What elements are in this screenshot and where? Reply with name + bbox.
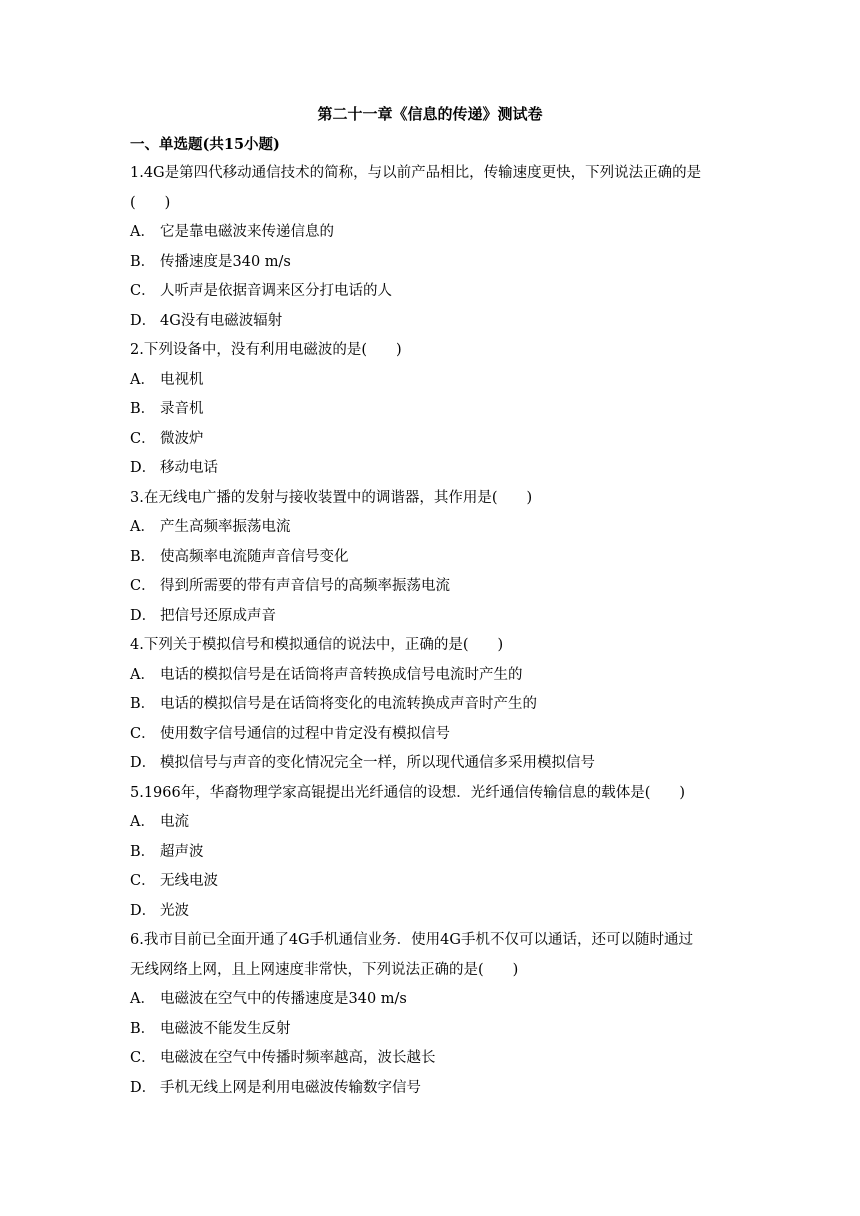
option-text: 它是靠电磁波来传递信息的: [160, 224, 334, 240]
question-item: [130, 779, 730, 927]
answer-option: [130, 218, 730, 248]
answer-option: [130, 867, 730, 897]
option-letter: D．: [130, 755, 157, 771]
option-text: 得到所需要的带有声音信号的高频率振荡电流: [160, 578, 450, 594]
document-page: [130, 100, 730, 1103]
option-text: 把信号还原成声音: [160, 607, 276, 624]
answer-option: [130, 513, 730, 543]
answer-option: [130, 572, 730, 602]
option-text: 移动电话: [160, 460, 218, 476]
answer-option: [130, 1044, 730, 1074]
option-text: 电话的模拟信号是在话筒将声音转换成信号电流时产生的: [160, 666, 523, 683]
answer-option: [130, 366, 730, 396]
answer-option: [130, 543, 730, 573]
answer-option: [130, 602, 730, 632]
option-letter: C．: [130, 873, 156, 889]
question-stem-line: 6.我市目前已全面开通了4G手机通信业务．使用4G手机不仅可以通话，还可以随时通过: [130, 932, 693, 948]
option-letter: D．: [130, 1079, 157, 1096]
answer-option: [130, 808, 730, 838]
answer-option: [130, 690, 730, 720]
answer-option: [130, 1074, 730, 1104]
option-text: 手机无线上网是利用电磁波传输数字信号: [160, 1079, 421, 1096]
option-letter: C．: [130, 1050, 156, 1066]
option-text: 电磁波在空气中传播时频率越高，波长越长: [160, 1050, 436, 1066]
answer-option: [130, 425, 730, 455]
answer-option: [130, 277, 730, 307]
option-letter: D．: [130, 312, 157, 329]
question-item: [130, 926, 730, 1103]
answer-option: [130, 985, 730, 1015]
answer-option: [130, 454, 730, 484]
option-letter: C．: [130, 283, 156, 299]
option-text: 光波: [160, 902, 189, 919]
option-text: 产生高频率振荡电流: [160, 519, 291, 535]
question-item: [130, 336, 730, 484]
option-letter: A．: [130, 991, 155, 1007]
option-text: 电话的模拟信号是在话筒将变化的电流转换成声音时产生的: [160, 696, 537, 712]
option-text: 电流: [160, 814, 189, 830]
option-text: 电磁波不能发生反射: [160, 1020, 291, 1037]
answer-option: [130, 248, 730, 278]
option-letter: D．: [130, 607, 157, 624]
answer-option: [130, 838, 730, 868]
question-stem-line: 2.下列设备中，没有利用电磁波的是( ): [130, 342, 402, 358]
answer-option: [130, 395, 730, 425]
option-letter: C．: [130, 725, 156, 742]
option-text: 模拟信号与声音的变化情况完全一样，所以现代通信多采用模拟信号: [160, 755, 595, 771]
question-item: [130, 631, 730, 779]
option-letter: A．: [130, 666, 155, 683]
option-text: 传播速度是340 m/s: [160, 253, 291, 270]
answer-option: [130, 897, 730, 927]
option-text: 录音机: [160, 401, 204, 417]
option-letter: D．: [130, 460, 157, 476]
option-text: 4G没有电磁波辐射: [160, 312, 283, 329]
option-letter: A．: [130, 814, 155, 830]
question-stem-line: 1.4G是第四代移动通信技术的简称，与以前产品相比，传输速度更快，下列说法正确的是: [130, 165, 702, 181]
option-text: 电磁波在空气中的传播速度是340 m/s: [160, 991, 407, 1007]
section-heading: 一、单选题(共15小题): [130, 135, 280, 153]
option-text: 电视机: [160, 371, 204, 388]
question-stem-line: 5.1966年，华裔物理学家高锟提出光纤通信的设想．光纤通信传输信息的载体是( ): [130, 784, 686, 801]
question-stem-line: ( ): [130, 194, 171, 211]
option-letter: B．: [130, 696, 156, 712]
option-letter: B．: [130, 1020, 156, 1037]
option-letter: A．: [130, 371, 155, 388]
question-item: [130, 159, 730, 336]
option-text: 使高频率电流随声音信号变化: [160, 548, 349, 565]
option-letter: B．: [130, 253, 156, 270]
option-letter: B．: [130, 401, 156, 417]
answer-option: [130, 749, 730, 779]
question-stem-line: 3.在无线电广播的发射与接收装置中的调谐器，其作用是( ): [130, 489, 533, 506]
answer-option: [130, 720, 730, 750]
option-text: 使用数字信号通信的过程中肯定没有模拟信号: [160, 725, 450, 742]
option-text: 人听声是依据音调来区分打电话的人: [160, 283, 392, 299]
page-title: 第二十一章《信息的传递》测试卷: [317, 105, 543, 123]
answer-option: [130, 661, 730, 691]
option-letter: D．: [130, 902, 157, 919]
question-stem-line: 无线网络上网，且上网速度非常快，下列说法正确的是( ): [130, 961, 519, 978]
option-letter: B．: [130, 548, 156, 565]
option-letter: A．: [130, 224, 155, 240]
option-text: 微波炉: [160, 430, 204, 447]
option-letter: B．: [130, 843, 156, 860]
question-stem-line: 4.下列关于模拟信号和模拟通信的说法中，正确的是( ): [130, 637, 504, 653]
answer-option: [130, 1015, 730, 1045]
option-letter: C．: [130, 578, 156, 594]
answer-option: [130, 307, 730, 337]
question-list: [130, 159, 730, 1103]
option-text: 超声波: [160, 843, 204, 860]
option-letter: C．: [130, 430, 156, 447]
option-letter: A．: [130, 519, 155, 535]
question-item: [130, 484, 730, 632]
option-text: 无线电波: [160, 873, 218, 889]
